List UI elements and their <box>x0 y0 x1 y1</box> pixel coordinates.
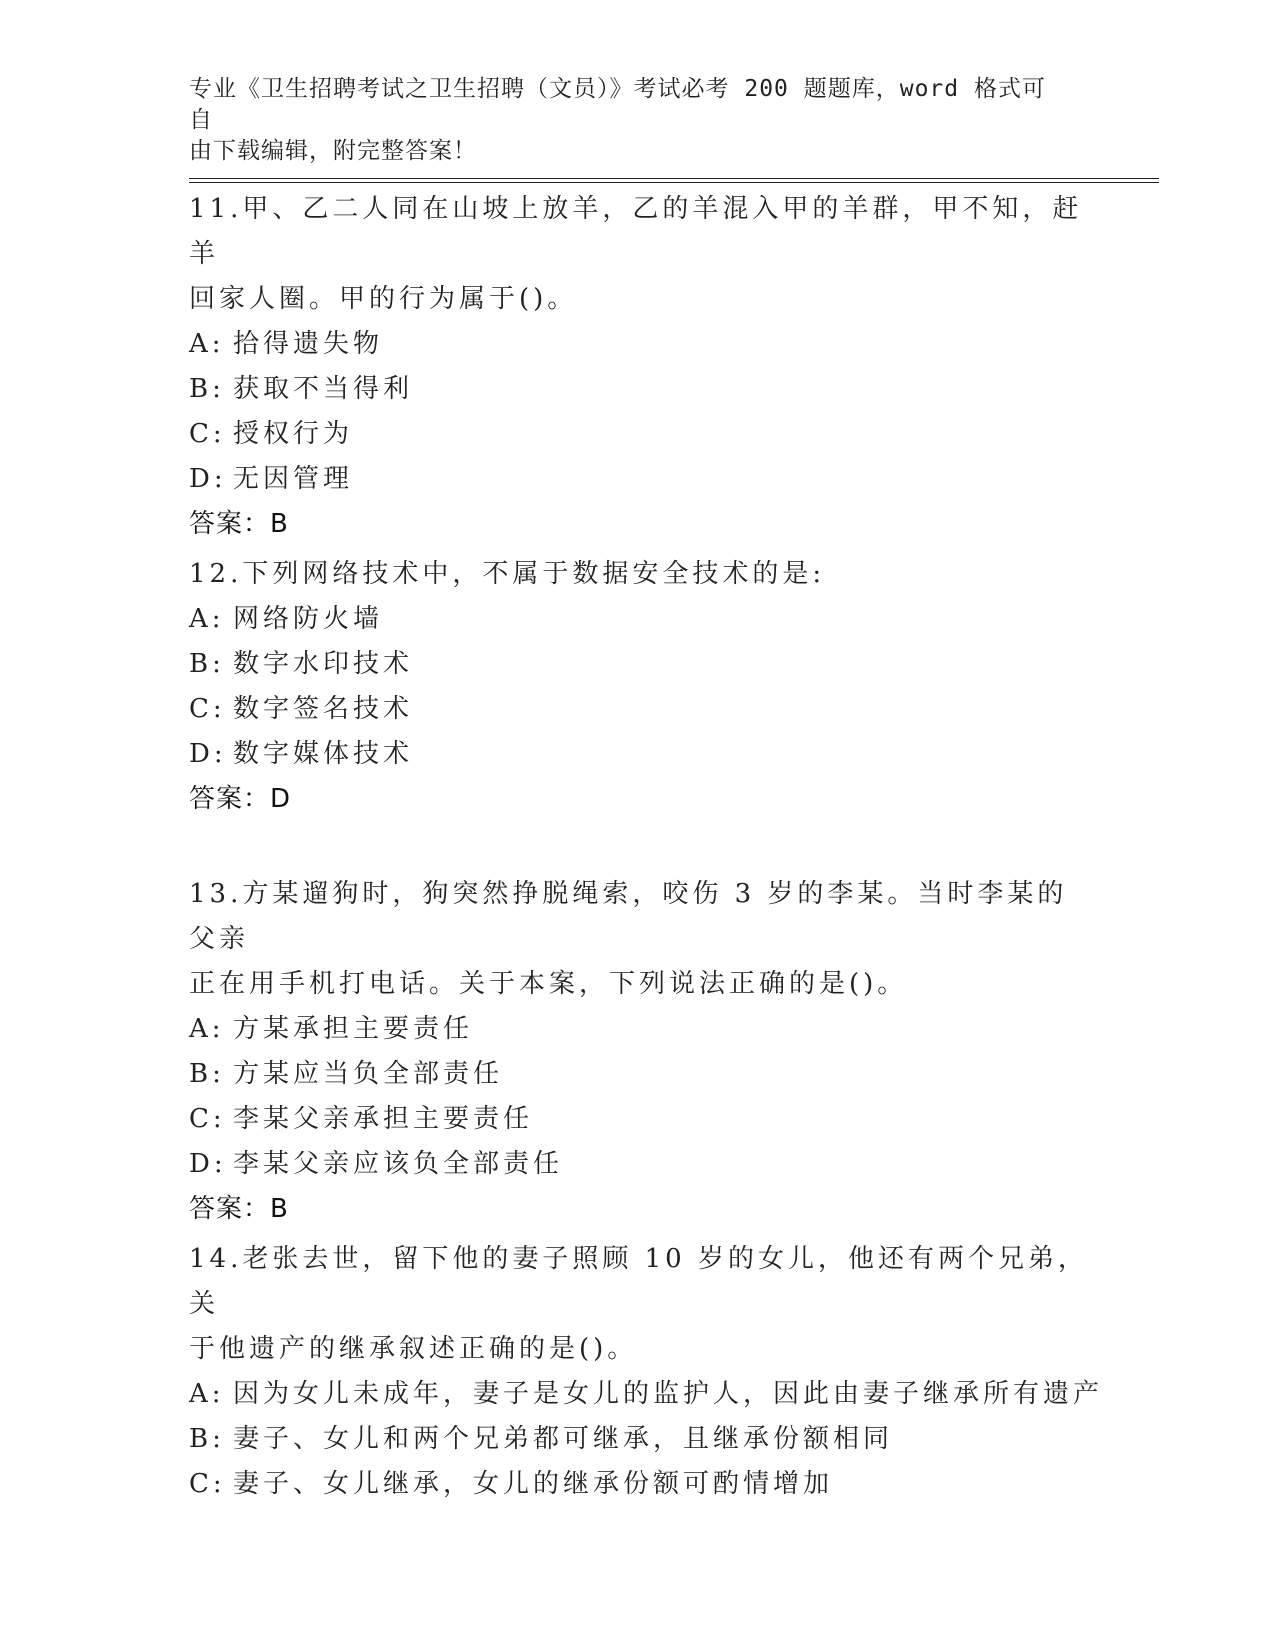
option-a <box>189 597 1089 642</box>
option-letter: A: <box>189 604 225 634</box>
document-header <box>189 74 1069 167</box>
header-line-2: 由下载编辑，附完整答案！ <box>189 138 477 164</box>
option-letter: A: <box>189 1379 225 1409</box>
question-stem-line-1: 14.老张去世，留下他的妻子照顾 10 岁的女儿，他还有两个兄弟，关 <box>189 1244 1088 1319</box>
option-text: 拾得遗失物 <box>233 329 384 359</box>
header-line-1: 专业《卫生招聘考试之卫生招聘（文员）》考试必考 200 题题库，word 格式可自 <box>189 76 1046 133</box>
question-stem-line-2: 回家人圈。甲的行为属于()。 <box>189 284 578 314</box>
option-letter: C: <box>189 419 226 449</box>
option-b <box>189 1052 1089 1097</box>
option-letter: B: <box>189 1059 225 1089</box>
option-a <box>189 322 1089 367</box>
header-divider-bottom <box>189 182 1159 183</box>
option-text: 网络防火墙 <box>233 604 384 634</box>
option-text: 因为女儿未成年，妻子是女儿的监护人，因此由妻子继承所有遗产 <box>233 1379 1104 1409</box>
option-text: 数字水印技术 <box>233 649 414 679</box>
option-text: 方某承担主要责任 <box>233 1014 474 1044</box>
option-letter: D: <box>189 739 227 769</box>
option-text: 数字媒体技术 <box>233 739 414 769</box>
option-c <box>189 1097 1089 1142</box>
option-d <box>189 732 1089 777</box>
answer-line: 答案：B <box>189 509 289 539</box>
question-stem-line-2: 正在用手机打电话。关于本案，下列说法正确的是()。 <box>189 969 908 999</box>
option-a <box>189 1007 1089 1052</box>
option-letter: D: <box>189 464 227 494</box>
option-letter: B: <box>189 374 225 404</box>
option-c <box>189 412 1089 457</box>
option-letter: B: <box>189 649 225 679</box>
option-letter: C: <box>189 1469 226 1499</box>
option-a <box>189 1372 1104 1417</box>
option-text: 数字签名技术 <box>233 694 414 724</box>
option-text: 获取不当得利 <box>233 374 414 404</box>
option-letter: A: <box>189 329 225 359</box>
option-c <box>189 1462 1089 1507</box>
option-b <box>189 367 1089 412</box>
option-text: 方某应当负全部责任 <box>233 1059 504 1089</box>
option-letter: A: <box>189 1014 225 1044</box>
option-d <box>189 1142 1089 1187</box>
question-13 <box>189 872 1089 1232</box>
question-11 <box>189 187 1089 547</box>
option-letter: B: <box>189 1424 225 1454</box>
question-stem-line-2: 于他遗产的继承叙述正确的是()。 <box>189 1334 638 1364</box>
option-text: 李某父亲应该负全部责任 <box>233 1149 564 1179</box>
question-stem-line-1: 13.方某遛狗时，狗突然挣脱绳索，咬伤 3 岁的李某。当时李某的父亲 <box>189 879 1068 954</box>
option-text: 妻子、女儿和两个兄弟都可继承，且继承份额相同 <box>233 1424 894 1454</box>
option-d <box>189 457 1089 502</box>
option-c <box>189 687 1089 732</box>
option-letter: D: <box>189 1149 227 1179</box>
header-divider-top <box>189 178 1159 179</box>
option-letter: C: <box>189 1104 226 1134</box>
question-stem-line-1: 12.下列网络技术中，不属于数据安全技术的是: <box>189 559 826 589</box>
answer-line: 答案：D <box>189 784 292 814</box>
option-text: 李某父亲承担主要责任 <box>233 1104 534 1134</box>
question-14 <box>189 1237 1104 1507</box>
answer-line: 答案：B <box>189 1194 289 1224</box>
option-text: 授权行为 <box>233 419 354 449</box>
question-12 <box>189 552 1089 822</box>
option-b <box>189 642 1089 687</box>
option-letter: C: <box>189 694 226 724</box>
option-text: 无因管理 <box>233 464 354 494</box>
option-text: 妻子、女儿继承，女儿的继承份额可酌情增加 <box>233 1469 834 1499</box>
question-stem-line-1: 11.甲、乙二人同在山坡上放羊，乙的羊混入甲的羊群，甲不知，赶羊 <box>189 194 1083 269</box>
option-b <box>189 1417 1089 1462</box>
